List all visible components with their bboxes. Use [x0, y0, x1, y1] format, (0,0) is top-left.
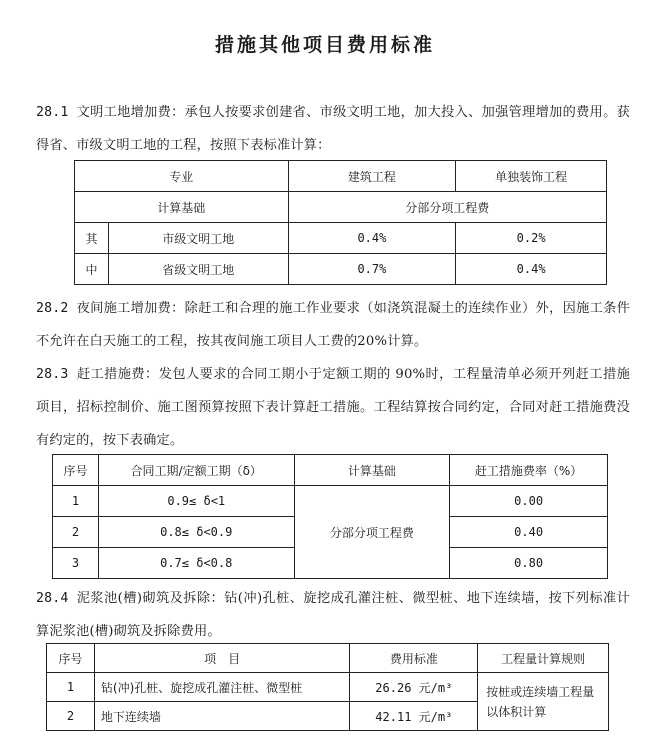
row-building-rate: 0.7% [288, 254, 456, 285]
section-28-4 [36, 582, 630, 648]
section-text: 文明工地增加费：承包人按要求创建省、市级文明工地，加大投入、加强管理增加的费用。获得省、市级文明工地的工程，按照下表标准计算： [36, 105, 630, 153]
row-decoration-rate: 0.4% [456, 254, 607, 285]
section-28-2 [36, 292, 630, 358]
header-decoration: 单独装饰工程 [456, 161, 607, 192]
header-major: 专业 [75, 161, 289, 192]
row-name: 市级文明工地 [108, 223, 288, 254]
section-text: 泥浆池(槽)砌筑及拆除：钻(冲)孔桩、旋挖成孔灌注桩、微型桩、地下连续墙，按下列标准计算泥浆池(槽)砌筑及拆除费用。 [36, 591, 630, 639]
row-ratio: 0.7≤ δ<0.8 [98, 548, 294, 579]
header-item: 项 目 [94, 644, 350, 673]
row-no: 1 [53, 486, 99, 517]
rush-work-fee-table [52, 454, 608, 579]
row-standard: 42.11 元/m³ [350, 702, 478, 731]
row-no: 3 [53, 548, 99, 579]
row-rate: 0.80 [450, 548, 608, 579]
section-number: 28.2 [36, 301, 69, 316]
civilized-site-fee-table [74, 160, 607, 285]
section-number: 28.3 [36, 367, 69, 382]
row-rate: 0.00 [450, 486, 608, 517]
header-building: 建筑工程 [288, 161, 456, 192]
qi-label: 其 [75, 223, 109, 254]
row-building-rate: 0.4% [288, 223, 456, 254]
section-number: 28.4 [36, 591, 69, 606]
section-text: 夜间施工增加费：除赶工和合理的施工作业要求（如浇筑混凝土的连续作业）外，因施工条件不允许在白天施工的工程，按其夜间施工项目人工费的20%计算。 [36, 301, 630, 349]
header-rule: 工程量计算规则 [478, 644, 609, 673]
row-item: 钻(冲)孔桩、旋挖成孔灌注桩、微型桩 [94, 673, 350, 702]
row-decoration-rate: 0.2% [456, 223, 607, 254]
section-text: 赶工措施费：发包人要求的合同工期小于定额工期的 90%时，工程量清单必须开列赶工措施项目，招标控制价、施工图预算按照下表计算赶工措施。工程结算按合同约定，合同对赶工措施费没有约定的，按下表确定。 [36, 367, 630, 448]
section-number: 28.1 [36, 105, 69, 120]
basis-value: 分部分项工程费 [288, 192, 606, 223]
row-no: 2 [47, 702, 95, 731]
section-28-3 [36, 358, 630, 457]
mud-pit-fee-table [46, 643, 609, 731]
header-no: 序号 [47, 644, 95, 673]
rule-value: 按桩或连续墙工程量以体积计算 [478, 673, 609, 731]
header-basis: 计算基础 [294, 455, 450, 486]
header-rate: 赶工措施费率（%） [450, 455, 608, 486]
zhong-label: 中 [75, 254, 109, 285]
row-ratio: 0.9≤ δ<1 [98, 486, 294, 517]
row-ratio: 0.8≤ δ<0.9 [98, 517, 294, 548]
row-name: 省级文明工地 [108, 254, 288, 285]
header-ratio: 合同工期/定额工期（δ） [98, 455, 294, 486]
header-no: 序号 [53, 455, 99, 486]
row-rate: 0.40 [450, 517, 608, 548]
basis-value: 分部分项工程费 [294, 486, 450, 579]
row-item: 地下连续墙 [94, 702, 350, 731]
page-title: 措施其他项目费用标准 [214, 34, 435, 56]
basis-label: 计算基础 [75, 192, 289, 223]
row-no: 2 [53, 517, 99, 548]
row-standard: 26.26 元/m³ [350, 673, 478, 702]
header-standard: 费用标准 [350, 644, 478, 673]
row-no: 1 [47, 673, 95, 702]
section-28-1 [36, 96, 630, 162]
